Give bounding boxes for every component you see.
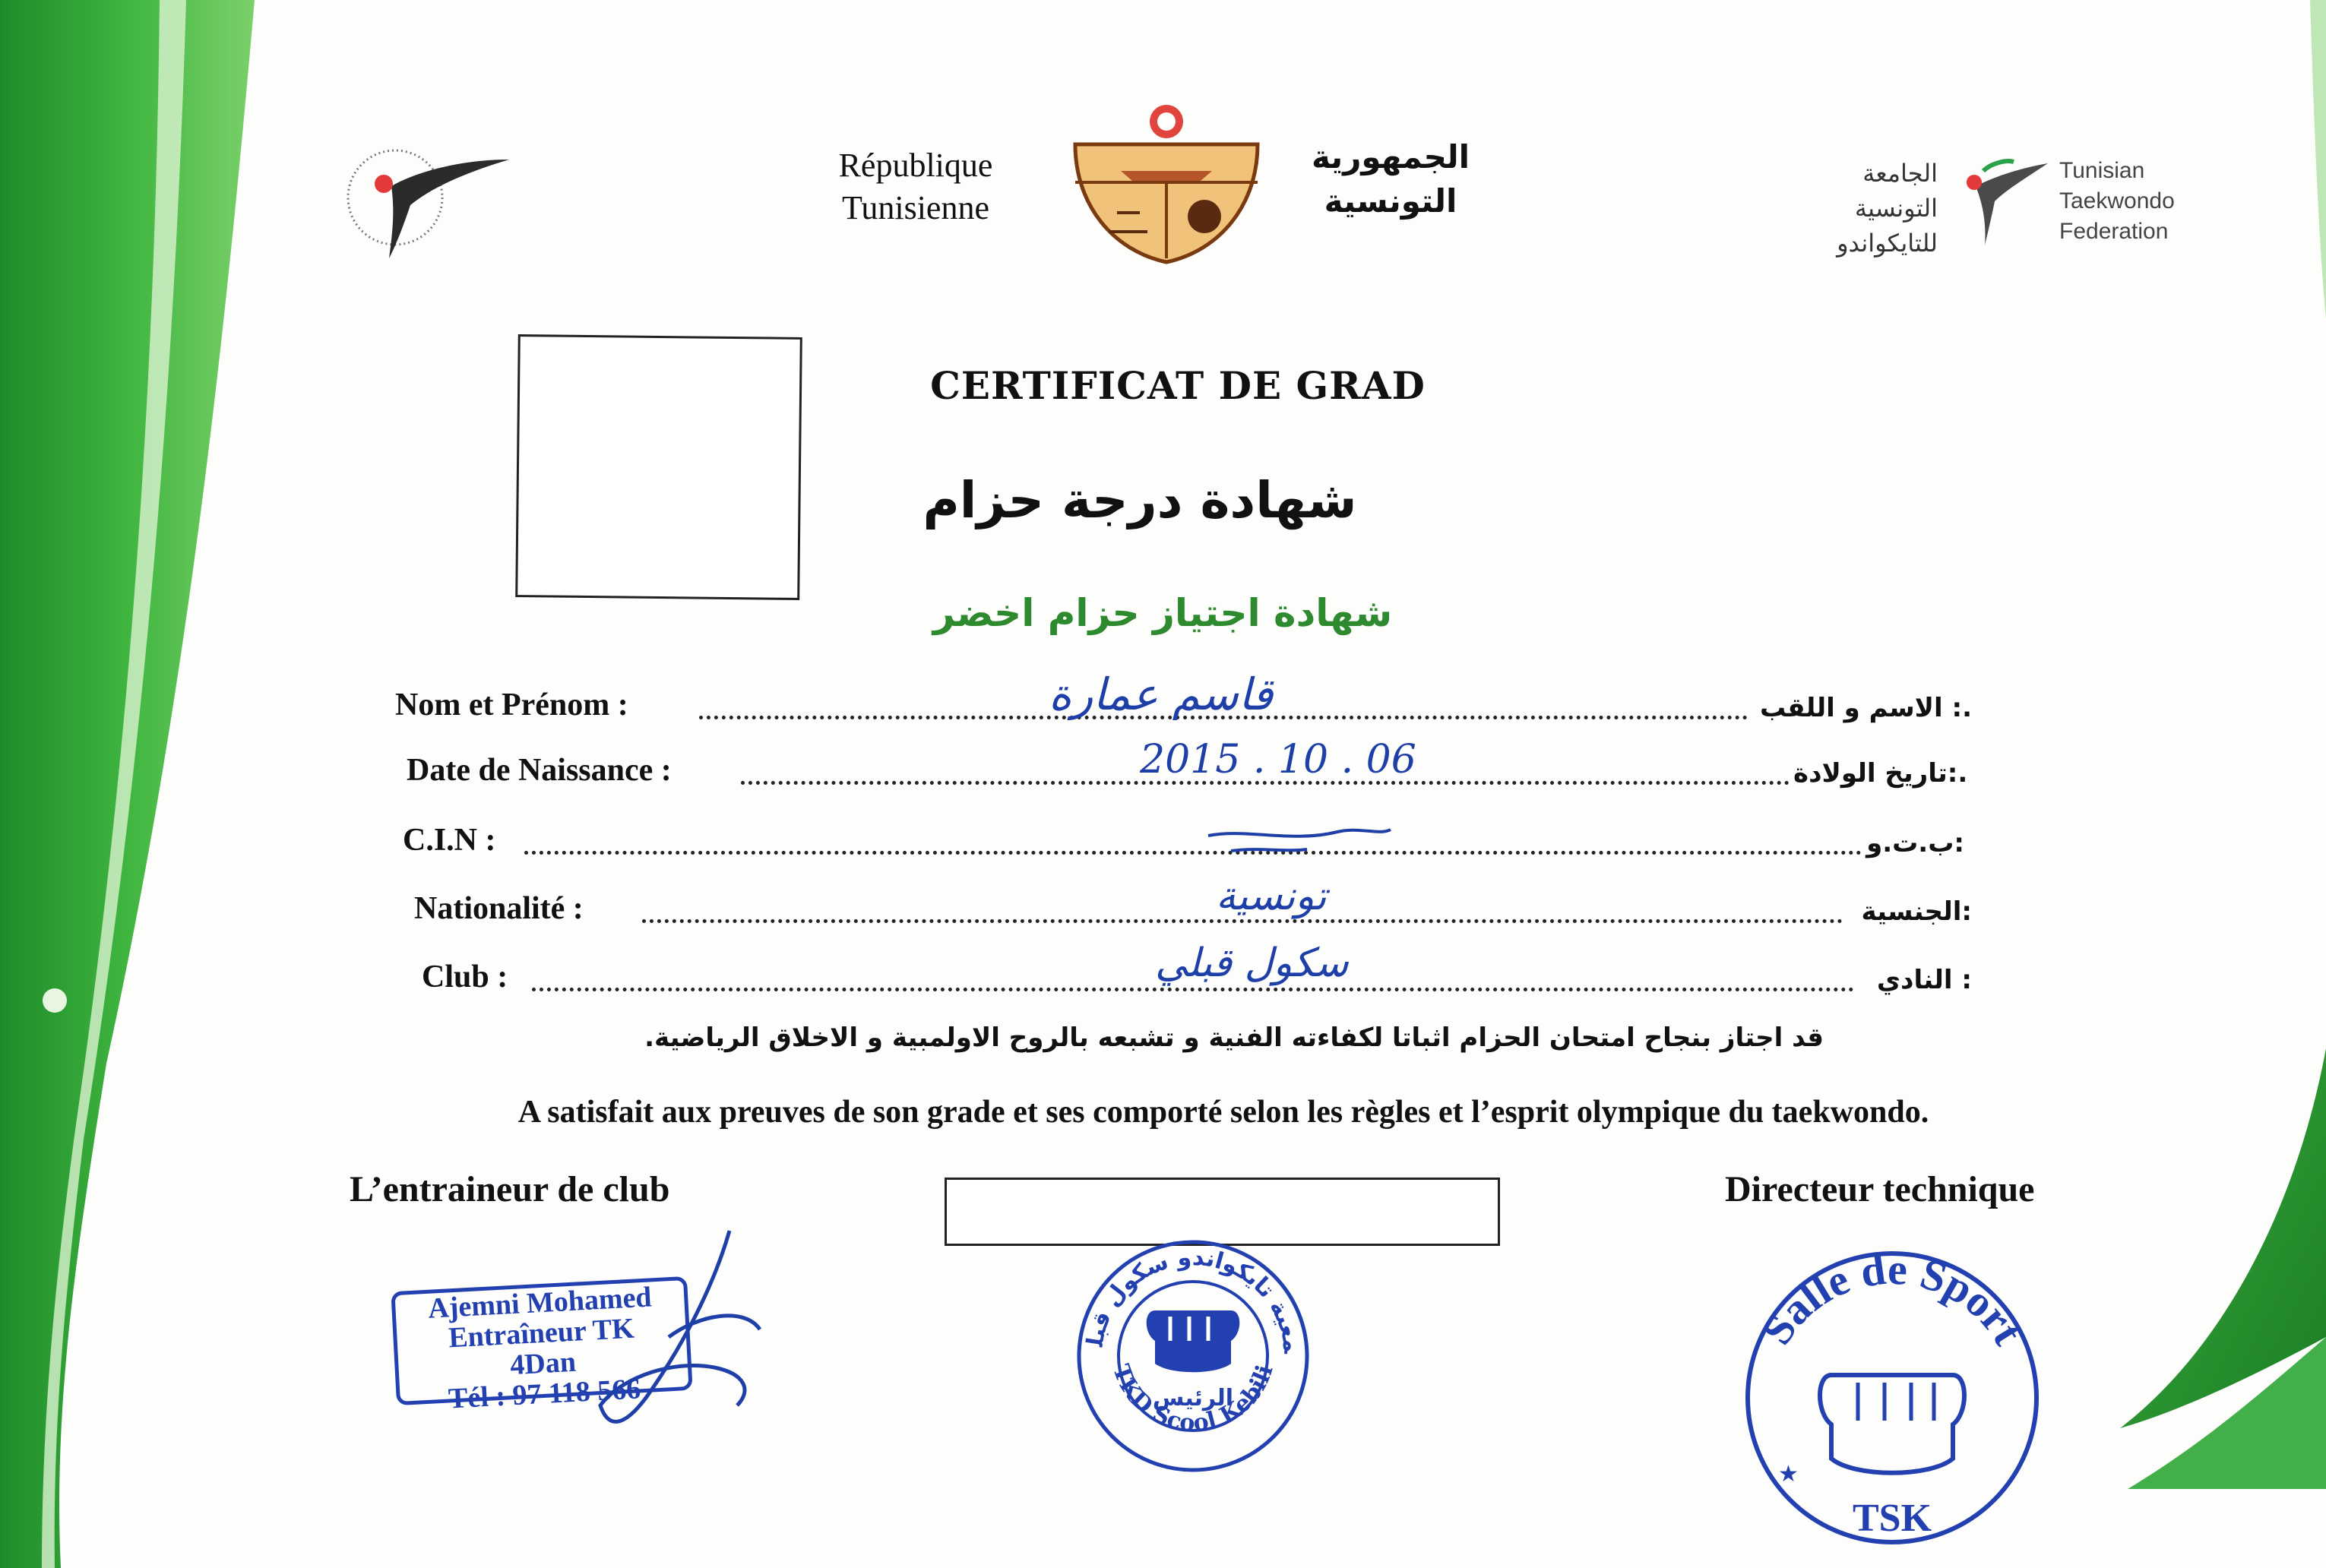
field-label-birthdate-fr: Date de Naissance :: [407, 753, 672, 788]
federation-en-line1: Tunisian: [2059, 158, 2145, 183]
club-stamp-ring-fr: TKD Scool Kebili: [1107, 1361, 1279, 1437]
coach-stamp-line1: Ajemni Mohamed: [427, 1281, 653, 1325]
salle-de-sport-stamp: [1725, 1231, 2059, 1550]
republic-fr-line2: Tunisienne: [842, 189, 989, 226]
republic-ar-line2: التونسية: [1324, 182, 1457, 220]
world-taekwondo-logo: [319, 129, 517, 266]
federation-en-line3: Federation: [2059, 219, 2169, 244]
field-dots-nationality: [642, 919, 1843, 923]
club-round-stamp: [1071, 1234, 1315, 1478]
svg-text:Salle de Sport: [1752, 1244, 2033, 1354]
field-label-cin-ar: ب.ت.و:: [1866, 828, 1964, 858]
photo-placeholder-box: [515, 334, 802, 600]
federation-ar-line1: الجامعة: [1862, 159, 1938, 188]
field-label-nationality-fr: Nationalité :: [414, 891, 584, 926]
republic-ar-line1: الجمهورية: [1311, 138, 1470, 175]
coach-signature-label: L’entraineur de club: [350, 1169, 670, 1209]
republic-fr-line1: République: [838, 147, 993, 184]
federation-ar-line3: للتايكواندو: [1837, 229, 1938, 258]
federation-en-line2: Taekwondo: [2059, 188, 2175, 213]
coat-of-arms-emblem: [1052, 99, 1280, 266]
coach-stamp-line4: Tél : 97 118 566: [448, 1373, 642, 1415]
field-value-name: قاسم عمارة: [1049, 669, 1274, 720]
salle-stamp-bottom-text: TSK: [1852, 1497, 1932, 1540]
field-dots-cin: [524, 851, 1862, 855]
field-label-name-fr: Nom et Prénom :: [395, 688, 628, 722]
coach-handwritten-signature: [578, 1223, 775, 1436]
federation-logo-icon: [1953, 148, 2052, 247]
republic-name-ar: [1292, 135, 1489, 223]
cin-scribble-mark: [1201, 813, 1398, 858]
pledge-text-ar: قد اجتاز بنجاح امتحان الحزام اثباتا لكفاءته الفنية و تشبعه بالروح الاولمبية و الاخلاق الرياضية.: [644, 1023, 1824, 1053]
coach-stamp-line3: 4Dan: [509, 1345, 577, 1382]
federation-ar-line2: التونسية: [1854, 194, 1938, 223]
coach-stamp-line2: Entraîneur TK: [448, 1312, 635, 1355]
director-signature-label: Directeur technique: [1725, 1169, 2035, 1209]
club-stamp-center-ar: الرئيس: [1152, 1385, 1234, 1412]
field-label-nationality-ar: الجنسية:: [1861, 896, 1972, 927]
field-label-club-ar: النادي :: [1876, 965, 1972, 995]
pledge-text-fr: A satisfait aux preuves de son grade et ses comporté selon les règles et l’esprit olympique du taekwondo.: [517, 1095, 1929, 1130]
certificate-title-ar: شهادة درجة حزام: [922, 471, 1357, 530]
field-value-birthdate: 2015 . 10 . 06: [1140, 737, 1416, 782]
star-icon: ★: [1778, 1462, 1799, 1487]
field-label-club-fr: Club :: [422, 959, 508, 994]
republic-name-fr: [790, 144, 1041, 229]
federation-name-ar: [1740, 156, 1938, 261]
federation-name-en: [2059, 156, 2226, 247]
field-label-birthdate-ar: تاريخ الولادة:.: [1793, 758, 1968, 789]
field-label-cin-fr: C.I.N :: [403, 823, 496, 858]
field-dots-club: [532, 988, 1854, 991]
field-label-name-ar: الاسم و اللقب :.: [1760, 693, 1972, 723]
club-stamp-ring-ar: معية تايكواندو سكول قبل: [1081, 1244, 1305, 1355]
certificate-subtitle-ar: شهادة اجتياز حزام اخضر: [932, 591, 1393, 635]
salle-stamp-ring-text: Salle de Sport: [1752, 1244, 2033, 1354]
field-value-nationality: تونسية: [1216, 874, 1327, 919]
certificate-title-fr: CERTIFICAT DE GRAD: [930, 363, 1426, 408]
field-value-club: سكول قبلي: [1155, 940, 1349, 986]
